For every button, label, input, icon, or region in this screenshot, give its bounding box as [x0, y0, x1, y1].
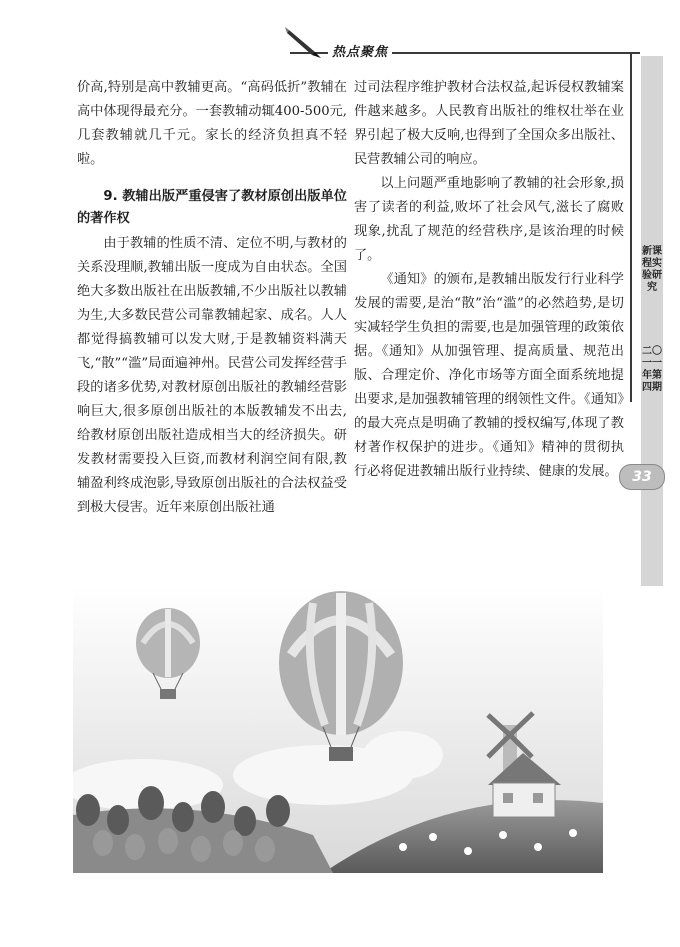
- journal-name: 新课程实验研究: [642, 246, 662, 293]
- page-number: 33: [619, 464, 665, 490]
- paragraph: 以上问题严重地影响了教辅的社会形象,损害了读者的利益,败坏了社会风气,滋长了腐败现象,扰乱了规范的经营秩序,是该治理的时候了。: [354, 176, 624, 263]
- pen-icon: [285, 26, 325, 60]
- paragraph: 过司法程序维护教材合法权益,起诉侵权教辅案件越来越多。人民教育出版社的维权壮举在业界引起了极大反响,也得到了全国众多出版社、民营教辅公司的响应。: [354, 80, 624, 167]
- header-vertical-rule: [630, 52, 632, 402]
- left-column: [77, 76, 347, 520]
- section-title: 热点聚焦: [328, 41, 392, 60]
- issue-label: 二〇一一年第四期: [642, 346, 662, 393]
- balloon-illustration: [73, 585, 603, 873]
- section-heading: 9. 教辅出版严重侵害了教材原创出版单位的著作权: [77, 189, 347, 226]
- journal-sidebar: [641, 56, 663, 586]
- paragraph: 由于教辅的性质不清、定位不明,与教材的关系没理顺,教辅出版一度成为自由状态。全国绝大多数出版社在出版教辅,不少出版社以教辅为生,大多数民营公司靠教辅起家、成名。人人都觉得搞教辅可以发大财,于是教辅资料满天飞,“散”“滥”局面遍神州。民营公司发挥经营手段的诸多优势,对教材原创出版社的教辅经营影响巨大,很多原创出版社的本版教辅发不出去,给教材原创出版社造成相当大的经济损失。研发教材需要投入巨资,而教材利润空间有限,教辅盈利终成泡影,导致原创出版社的合法权益受到极大侵害。近年来原创出版社通: [77, 236, 347, 515]
- paragraph: 《通知》的颁布,是教辅出版发行行业科学发展的需要,是治“散”治“滥”的必然趋势,是切实减轻学生负担的需要,也是加强管理的政策依据。《通知》从加强管理、提高质量、规范出版、合理定价、净化市场等方面全面系统地提出要求,是加强教辅管理的纲领性文件。《通知》的最大亮点是明确了教辅的授权编写,体现了教材著作权保护的进步。《通知》精神的贯彻执行必将促进教辅出版行业持续、健康的发展。: [354, 272, 624, 479]
- paragraph: 价高,特别是高中教辅更高。“高码低折”教辅在高中体现得最充分。一套教辅动辄400-500元,几套教辅就几千元。家长的经济负担真不轻啦。: [77, 80, 347, 167]
- page-header: [0, 0, 680, 70]
- right-column: [354, 76, 624, 484]
